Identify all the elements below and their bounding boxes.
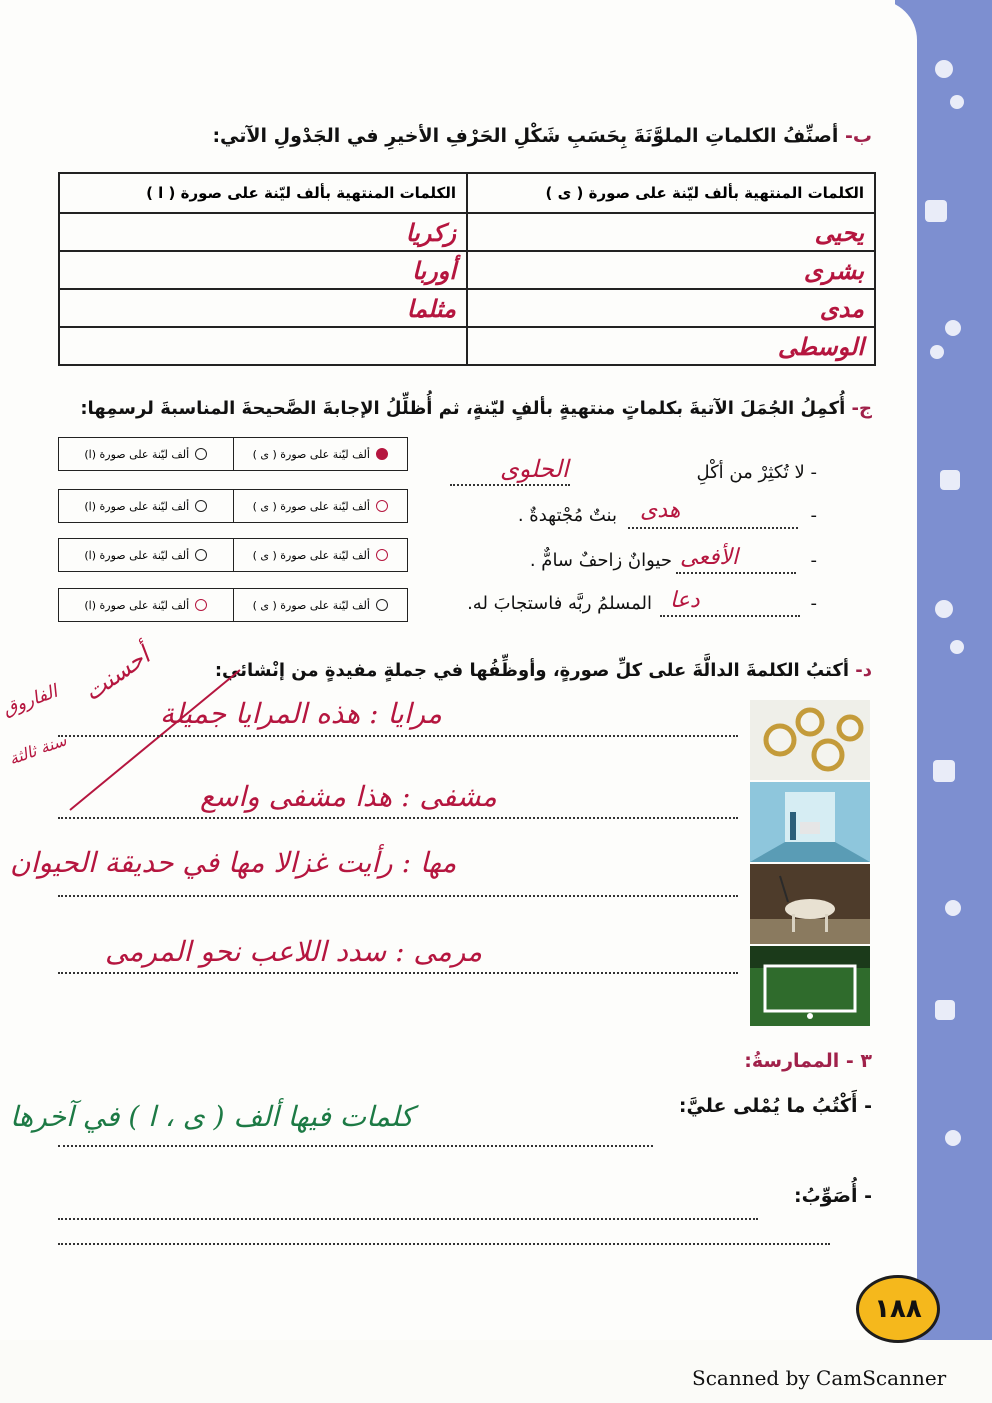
sentence-text: - <box>810 505 817 526</box>
table-row <box>59 213 875 251</box>
option-label: ألف ليّنة على صورة ( ى ) <box>252 598 370 612</box>
section-b-text: أصنِّفُ الكلماتِ الملوَّنَةَ بِحَسَبِ شَكْلِ الحَرْفِ الأخيرِ في الجَدْولِ الآتي: <box>212 125 839 147</box>
radio-icon <box>376 500 388 512</box>
option-alif[interactable] <box>59 438 233 470</box>
handwritten-answer: يحيى <box>814 217 864 247</box>
sentence-2 <box>811 505 818 526</box>
radio-icon <box>195 500 207 512</box>
blank-line[interactable] <box>676 572 796 574</box>
handwritten-answer: بشرى <box>803 255 864 285</box>
cell-ya[interactable] <box>467 327 875 365</box>
radio-icon <box>376 448 388 460</box>
radio-icon <box>195 448 207 460</box>
section-d-letter: د- <box>855 660 872 681</box>
dictation-line[interactable] <box>58 1145 653 1147</box>
section-d-title <box>215 660 872 681</box>
option-ya[interactable] <box>233 438 408 470</box>
handwritten-answer: مرمى : سدد اللاعب نحو المرمى <box>105 935 483 968</box>
radio-icon <box>195 549 207 561</box>
cell-ya[interactable] <box>467 251 875 289</box>
handwritten-answer: مشفى : هذا مشفى واسع <box>200 780 497 813</box>
correct-line[interactable] <box>58 1243 830 1245</box>
sentence-4 <box>811 593 818 614</box>
correct-line[interactable] <box>58 1218 758 1220</box>
scanner-footer: Scanned by CamScanner <box>692 1366 947 1390</box>
answer-line[interactable] <box>58 735 738 737</box>
section-c-text: أُكمِلُ الجُمَلَ الآتيةَ بكلماتٍ منتهيةٍ بألفٍ ليّنةٍ، ثم أُظلِّلُ الإجابةَ الصَّحيحةَ المناسبةَ لرسمِها: <box>80 398 846 419</box>
radio-icon <box>195 599 207 611</box>
handwritten-answer: الأفعى <box>680 545 739 570</box>
handwritten-answer: الحلوى <box>500 455 569 483</box>
table-row <box>59 327 875 365</box>
classification-table <box>58 172 876 366</box>
section-3-title: ٣ - الممارسةُ: <box>744 1050 872 1072</box>
handwritten-answer: أوربا <box>412 255 456 285</box>
teacher-note: سنة ثالثة <box>6 730 69 769</box>
blank-line[interactable] <box>660 615 800 617</box>
radio-icon <box>376 599 388 611</box>
option-label: ألف ليّنة على صورة (ا) <box>84 598 190 612</box>
handwritten-answer: هدى <box>640 498 681 523</box>
decorative-border <box>895 0 992 1340</box>
oryx-photo <box>750 864 870 944</box>
dictation-label: - أَكْتُبُ ما يُمْلى عليَّ: <box>678 1095 872 1117</box>
section-b-title <box>212 125 872 147</box>
option-alif[interactable] <box>59 490 233 522</box>
section-d-text: أكتبُ الكلمةَ الدالَّةَ على كلِّ صورةٍ، وأوظِّفُها في جملةٍ مفيدةٍ من إنْشائي: <box>214 660 849 681</box>
sentence-3-rest: حيوانٌ زاحفٌ سامٌّ . <box>529 550 672 571</box>
option-row-1 <box>58 437 408 471</box>
sentence-2-rest: بنتٌ مُجْتهدةٌ . <box>517 505 617 526</box>
handwritten-answer: مثلما <box>406 293 456 323</box>
handwritten-answer: كلمات فيها ألف ( ى ، ا ) في آخرها <box>10 1100 414 1133</box>
handwritten-answer: زكريا <box>405 217 456 247</box>
option-row-3 <box>58 538 408 572</box>
handwritten-answer: الوسطى <box>777 331 864 361</box>
blank-line[interactable] <box>628 527 798 529</box>
sentence-text: - <box>810 550 817 571</box>
radio-icon <box>376 549 388 561</box>
option-label: ألف ليّنة على صورة (ا) <box>84 499 190 513</box>
option-alif[interactable] <box>59 539 233 571</box>
column-header-ya: الكلمات المنتهية بألف ليّنة على صورة ( ى ) <box>467 173 875 213</box>
goal-photo <box>750 946 870 1026</box>
hospital-photo <box>750 782 870 862</box>
option-ya[interactable] <box>233 490 408 522</box>
option-ya[interactable] <box>233 539 408 571</box>
cell-ya[interactable] <box>467 213 875 251</box>
blank-line[interactable] <box>450 484 570 486</box>
section-c-title <box>80 398 872 419</box>
sentence-text: - <box>810 593 817 614</box>
handwritten-answer: مها : رأيت غزالا مها في حديقة الحيوان <box>10 846 457 879</box>
sentence-1 <box>696 462 817 483</box>
option-label: ألف ليّنة على صورة (ا) <box>84 447 190 461</box>
page-number-badge: ١٨٨ <box>856 1275 940 1343</box>
option-label: ألف ليّنة على صورة ( ى ) <box>252 447 370 461</box>
column-header-alif: الكلمات المنتهية بألف ليّنة على صورة ( ا ) <box>59 173 467 213</box>
option-row-4 <box>58 588 408 622</box>
handwritten-answer: مرايا : هذه المرايا جميلة <box>160 697 442 730</box>
handwritten-answer: دعا <box>670 588 700 613</box>
handwritten-answer: مدى <box>819 293 864 323</box>
cell-ya[interactable] <box>467 289 875 327</box>
cell-alif[interactable] <box>59 213 467 251</box>
teacher-note: الفاروق <box>0 680 61 721</box>
sentence-4-rest: المسلمُ ربَّه فاستجابَ له. <box>467 593 652 614</box>
section-b-letter: ب- <box>845 125 872 147</box>
option-ya[interactable] <box>233 589 408 621</box>
cell-alif[interactable] <box>59 327 467 365</box>
option-label: ألف ليّنة على صورة ( ى ) <box>252 499 370 513</box>
mirrors-photo <box>750 700 870 780</box>
section-c-letter: ج- <box>851 398 872 419</box>
teacher-note: أحسنت <box>78 641 156 707</box>
option-alif[interactable] <box>59 589 233 621</box>
sentence-3 <box>811 550 818 571</box>
sentence-text: - لا تُكثِرْ من أكْلِ <box>696 462 817 483</box>
table-row <box>59 251 875 289</box>
cell-alif[interactable] <box>59 289 467 327</box>
correct-label: - أُصَوِّبُ: <box>794 1185 872 1207</box>
cell-alif[interactable] <box>59 251 467 289</box>
answer-line[interactable] <box>58 817 738 819</box>
answer-line[interactable] <box>58 895 738 897</box>
option-label: ألف ليّنة على صورة (ا) <box>84 548 190 562</box>
option-row-2 <box>58 489 408 523</box>
table-row <box>59 289 875 327</box>
option-label: ألف ليّنة على صورة ( ى ) <box>252 548 370 562</box>
answer-line[interactable] <box>58 972 738 974</box>
